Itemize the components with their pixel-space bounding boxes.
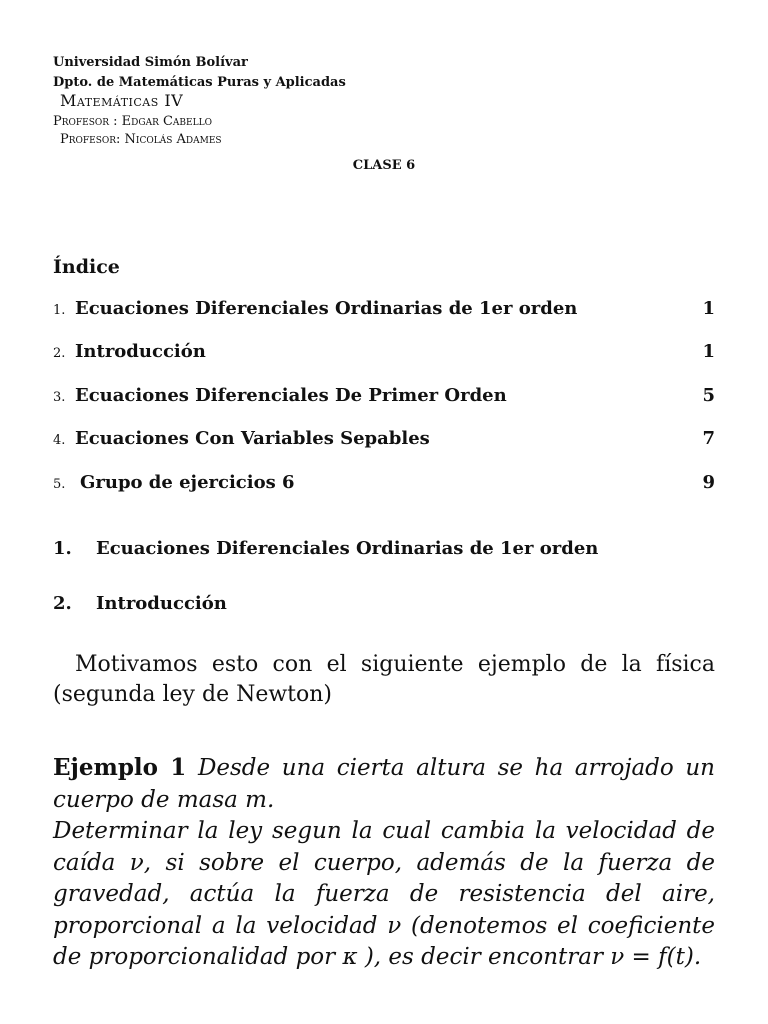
section-heading bbox=[53, 593, 227, 614]
index-heading: Índice bbox=[53, 256, 120, 278]
toc-title: Grupo de ejercicios 6 bbox=[80, 472, 295, 493]
toc-entry[interactable] bbox=[53, 298, 715, 324]
toc-title: Introducción bbox=[75, 341, 206, 362]
toc-number: 1. bbox=[53, 303, 66, 318]
toc-entry[interactable] bbox=[53, 472, 715, 498]
toc-page: 7 bbox=[702, 428, 715, 449]
toc-number: 2. bbox=[53, 346, 66, 361]
example-text-2: Determinar la ley segun la cual cambia la velocidad de caída ν, si sobre el cuerpo, además de la fuerza de gravedad, actúa la fuerza de resistencia del aire, proporcional a la velocidad ν (denotemos el coeficiente de proporcionalidad por κ ), es decir encontrar ν = f(t). bbox=[53, 818, 715, 970]
toc-title: Ecuaciones Con Variables Sepables bbox=[75, 428, 430, 449]
toc-entry[interactable] bbox=[53, 385, 715, 411]
course-name: Matemáticas IV bbox=[60, 91, 184, 110]
toc-entry[interactable] bbox=[53, 341, 715, 367]
toc-title: Ecuaciones Diferenciales Ordinarias de 1er orden bbox=[75, 298, 578, 319]
section-title: Ecuaciones Diferenciales Ordinarias de 1er orden bbox=[96, 538, 599, 559]
example-label: Ejemplo 1 bbox=[53, 754, 187, 781]
section-number: 2. bbox=[53, 593, 72, 614]
toc-entry[interactable] bbox=[53, 428, 715, 454]
toc-title: Ecuaciones Diferenciales De Primer Orden bbox=[75, 385, 507, 406]
toc-number: 3. bbox=[53, 390, 66, 405]
toc-number: 4. bbox=[53, 433, 66, 448]
toc-page: 1 bbox=[702, 298, 715, 319]
example-line-1 bbox=[53, 752, 715, 816]
intro-text: Motivamos esto con el siguiente ejemplo de la física (segunda ley de Newton) bbox=[53, 652, 715, 707]
example-text-1: Desde una cierta altura se ha arrojado un cuerpo de masa m. bbox=[53, 755, 715, 813]
department-name: Dpto. de Matemáticas Puras y Aplicadas bbox=[53, 75, 346, 90]
toc-number: 5. bbox=[53, 477, 66, 492]
professor-1: Profesor : Edgar Cabello bbox=[53, 114, 212, 129]
intro-paragraph bbox=[53, 650, 715, 710]
toc-page: 5 bbox=[702, 385, 715, 406]
section-number: 1. bbox=[53, 538, 72, 559]
toc-page: 9 bbox=[702, 472, 715, 493]
professor-2: Profesor: Nicolás Adames bbox=[60, 132, 222, 147]
toc-page: 1 bbox=[702, 341, 715, 362]
example-block bbox=[53, 752, 715, 974]
class-title: CLASE 6 bbox=[352, 158, 416, 173]
university-name: Universidad Simón Bolívar bbox=[53, 55, 248, 70]
section-title: Introducción bbox=[96, 593, 227, 614]
section-heading bbox=[53, 538, 598, 559]
